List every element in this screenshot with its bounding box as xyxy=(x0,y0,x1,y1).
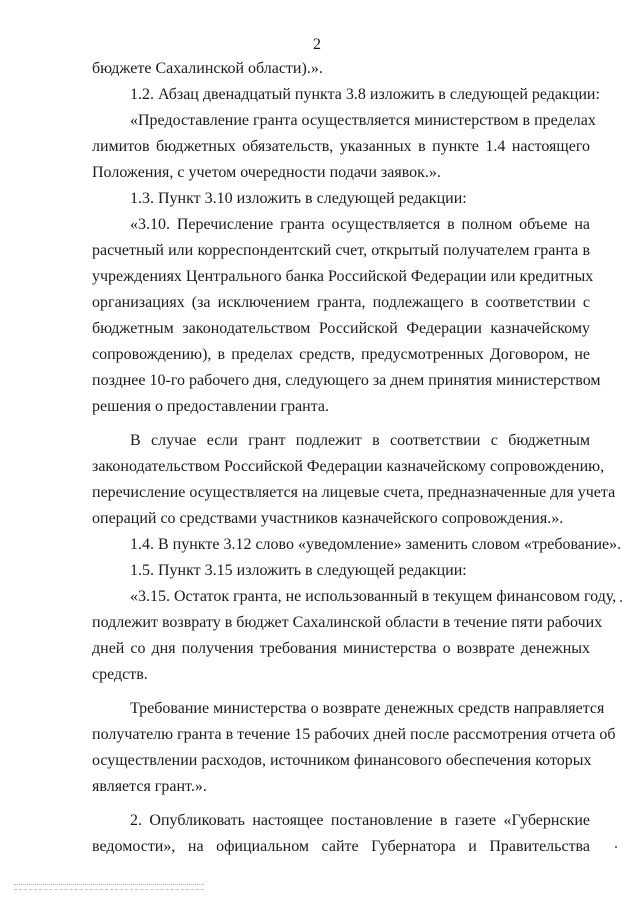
text-line: 1.3. Пункт 3.10 изложить в следующей редакции: xyxy=(130,190,467,207)
paragraph-quote-3-15 xyxy=(92,584,617,688)
scan-speck xyxy=(620,600,622,602)
text-line: ведомости», на официальном сайте Губернатора и Правительства xyxy=(92,838,590,855)
text-line: «Предоставление гранта осуществляется министерством в пределах xyxy=(130,112,596,129)
page-number: 2 xyxy=(313,36,321,53)
paragraph-quote-3-8 xyxy=(92,108,596,186)
text-line: осуществлении расходов, источником финансового обеспечения которых xyxy=(92,752,592,769)
paragraph-item-1-2 xyxy=(92,82,600,108)
text-line: 1.4. В пункте 3.12 слово «уведомление» заменить словом «требование». xyxy=(130,536,622,553)
text-line: 1.2. Абзац двенадцатый пункта 3.8 изложить в следующей редакции: xyxy=(130,86,600,103)
text-line: учреждениях Центрального банка Российской Федерации или кредитных xyxy=(92,268,594,285)
text-line: подлежит возврату в бюджет Сахалинской области в течение пяти рабочих xyxy=(92,614,603,631)
paragraph-continuation xyxy=(92,56,590,82)
paragraph-item-1-5 xyxy=(92,558,590,584)
text-line: получателю гранта в течение 15 рабочих дней после рассмотрения отчета об xyxy=(92,726,616,743)
document-body xyxy=(92,56,622,860)
text-line: Требование министерства о возврате денежных средств направляется xyxy=(130,700,605,717)
paragraph-treasury-support xyxy=(92,428,616,532)
text-line: Положения, с учетом очередности подачи заявок.». xyxy=(92,164,441,181)
text-line: сопровождению), в пределах средств, предусмотренных Договором, не xyxy=(92,346,590,363)
text-line: 1.5. Пункт 3.15 изложить в следующей редакции: xyxy=(130,562,467,579)
text-line: расчетный или корреспондентский счет, открытый получателем гранта в xyxy=(92,242,590,259)
paragraph-item-2-publish xyxy=(92,808,590,860)
paragraph-item-1-3 xyxy=(92,186,590,212)
text-line: законодательством Российской Федерации казначейскому сопровождению, xyxy=(92,458,605,475)
text-line: «3.15. Остаток гранта, не использованный в текущем финансовом году, xyxy=(130,588,617,605)
text-line: является грант.». xyxy=(92,778,207,795)
text-line: 2. Опубликовать настоящее постановление в газете «Губернские xyxy=(130,812,590,829)
text-line: решения о предоставлении гранта. xyxy=(92,398,330,415)
text-line: бюджетным законодательством Российской Федерации казначейскому xyxy=(92,320,590,337)
text-line: перечисление осуществляется на лицевые счета, предназначенные для учета xyxy=(92,484,616,501)
text-line: организациях (за исключением гранта, подлежащего в соответствии с xyxy=(92,294,590,311)
text-line: операций со средствами участников казначейского сопровождения.». xyxy=(92,510,564,527)
text-line: дней со дня получения требования министерства о возврате денежных xyxy=(92,640,590,657)
scan-speck xyxy=(615,846,617,848)
text-line: позднее 10-го рабочего дня, следующего за днем принятия министерством xyxy=(92,372,601,389)
paragraph-item-1-4 xyxy=(92,532,622,558)
text-line: «3.10. Перечисление гранта осуществляется в полном объеме на xyxy=(130,216,590,233)
text-line: лимитов бюджетных обязательств, указанных в пункте 1.4 настоящего xyxy=(92,138,590,155)
scan-artifact-mark xyxy=(14,884,204,890)
text-line: средств. xyxy=(92,666,148,683)
text-line: бюджете Сахалинской области).». xyxy=(92,60,323,77)
paragraph-quote-3-10 xyxy=(92,212,601,420)
text-line: В случае если грант подлежит в соответствии с бюджетным xyxy=(130,432,590,449)
paragraph-refund-demand xyxy=(92,696,616,800)
